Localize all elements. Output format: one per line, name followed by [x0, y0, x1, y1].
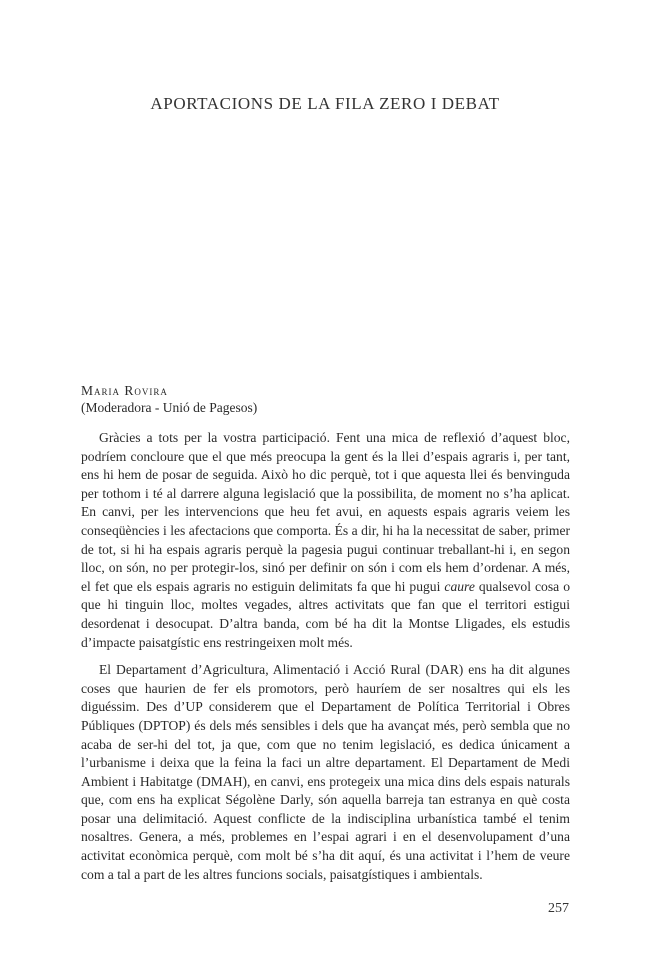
- speaker-role: (Moderadora - Unió de Pagesos): [81, 400, 258, 415]
- speaker-name: Maria Rovira: [81, 383, 168, 398]
- paragraph-1-text-end: qualsevol cosa o que hi tinguin lloc, moltes vegades, altres activitats que fan que el territori estigui desordenat i desocupat. D’altra banda, com bé ha dit la Montse Lligades, els estudis d’impacte paisatgístic ens restringeixen molt més.: [81, 578, 570, 650]
- paragraph-2: El Departament d’Agricultura, Alimentació i Acció Rural (DAR) ens ha dit algunes coses que haurien de fer els promotors, però hauríem de ser nosaltres qui els les diguéssim. Des d’UP considerem que el Departament de Política Territorial i Obres Públiques (DPTOP) és dels més sensibles i dels que ha avançat més, però sembla que no acaba de ser-hi del tot, ja que, com que no tenim legislació, es dedica únicament a l’urbanisme i deixa que la feina la faci un altre departament. El Departament de Medi Ambient i Habitatge (DMAH), en canvi, ens protegeix una mica dins dels espais naturals que, com ens ha explicat Ségolène Darly, són aquella barreja tan estranya en què costa posar una delimitació. Aquest conflicte de la indisciplina urbanística també el tenim nosaltres. Genera, a més, problemes en l’espai agrari i en el desenvolupament d’una activitat econòmica perquè, com molt bé s’ha dit aquí, és una activitat i l’hem de veure com a tal a part de les altres funcions socials, paisatgístiques i ambientals.: [81, 662, 570, 882]
- speaker-block: [81, 383, 570, 416]
- body-text: [81, 429, 570, 893]
- paragraph-1: [81, 429, 570, 652]
- page-number: 257: [548, 901, 569, 916]
- paragraph-1-text-start: Gràcies a tots per la vostra participació. Fent una mica de reflexió d’aquest bloc, podríem concloure que el que més preocupa la gent és la llei d’espais agraris i, per tant, ens hi hem de posar de seguida. Això ho dic perquè, tot i que aquesta llei és benvinguda per tothom i té al darrere alguna legislació que la possibilita, de moment no s’ha aplicat. En canvi, per les intervencions que heu fet avui, en aquests espais agraris veiem les conseqüències i les afectacions que comporta. És a dir, hi ha la necessitat de saber, primer de tot, si hi ha espais agraris perquè la pagesia pugui continuar treballant-hi i, en segon lloc, on són, no per protegir-los, sinó per definir on són i com els hem d’ordenar. A més, el fet que els espais agraris no estiguin delimitats fa que hi pugui: [81, 430, 570, 594]
- page-title: APORTACIONS DE LA FILA ZERO I DEBAT: [150, 94, 500, 113]
- paragraph-1-emphasis: caure: [444, 578, 475, 594]
